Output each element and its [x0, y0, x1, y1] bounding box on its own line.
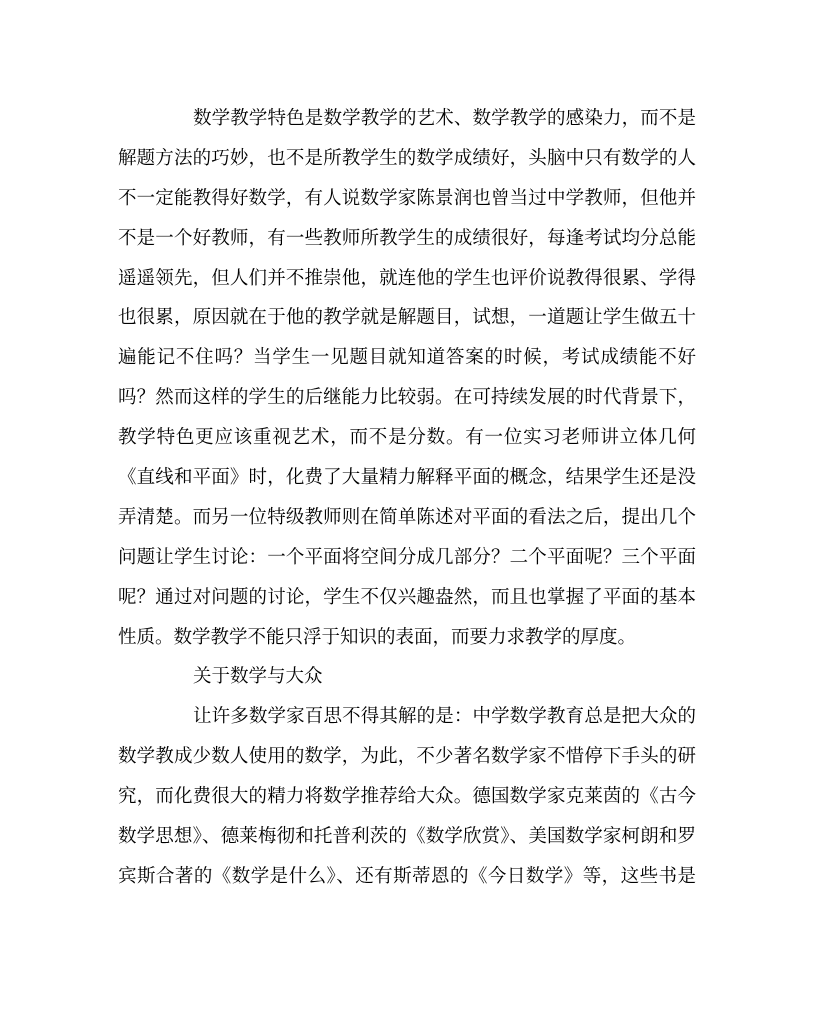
paragraph-line: 教学特色更应该重视艺术，而不是分数。有一位实习老师讲立体几何: [118, 427, 696, 449]
paragraph-line: 不是一个好教师，有一些教师所教学生的成绩很好，每逢考试均分总能: [118, 227, 696, 249]
paragraph-line: 数学教学特色是数学教学的艺术、数学教学的感染力，而不是: [193, 108, 696, 129]
document-body: [118, 99, 696, 897]
paragraph-line: 不一定能教得好数学，有人说数学家陈景润也曾当过中学教师，但他并: [118, 187, 696, 209]
paragraph-line: 数学教成少数人使用的数学，为此，不少著名数学家不惜停下手头的研: [118, 746, 696, 768]
paragraph-line: 遍能记不住吗？当学生一见题目就知道答案的时候，考试成绩能不好: [118, 347, 696, 369]
paragraph-line: 吗？然而这样的学生的后继能力比较弱。在可持续发展的时代背景下，: [118, 387, 696, 409]
section-heading: 关于数学与大众: [193, 666, 323, 688]
paragraph-line: 解题方法的巧妙，也不是所教学生的数学成绩好，头脑中只有数学的人: [118, 147, 696, 169]
paragraph-line: 弄清楚。而另一位特级教师则在简单陈述对平面的看法之后，提出几个: [118, 506, 696, 528]
paragraph-line: 数学思想》、德莱梅彻和托普利茨的《数学欣赏》、美国数学家柯朗和罗: [118, 826, 696, 848]
paragraph-line: 性质。数学教学不能只浮于知识的表面，而要力求教学的厚度。: [118, 626, 637, 648]
paragraph-line: 遥遥领先，但人们并不推崇他，就连他的学生也评价说教得很累、学得: [118, 267, 696, 289]
paragraph-line: 问题让学生讨论：一个平面将空间分成几部分？二个平面呢？三个平面: [118, 546, 696, 568]
paragraph-line: 究，而化费很大的精力将数学推荐给大众。德国数学家克莱茵的《古今: [118, 786, 696, 808]
paragraph-line: 也很累，原因就在于他的教学就是解题目，试想，一道题让学生做五十: [118, 307, 696, 329]
paragraph-line: 呢？通过对问题的讨论，学生不仅兴趣盎然，而且也掌握了平面的基本: [118, 586, 696, 608]
paragraph-line: 宾斯合著的《数学是什么》、还有斯蒂恩的《今日数学》等，这些书是: [118, 865, 696, 887]
paragraph-line: 《直线和平面》时，化费了大量精力解释平面的概念，结果学生还是没: [118, 467, 696, 489]
paragraph-line: 让许多数学家百思不得其解的是：中学数学教育总是把大众的: [193, 706, 696, 728]
